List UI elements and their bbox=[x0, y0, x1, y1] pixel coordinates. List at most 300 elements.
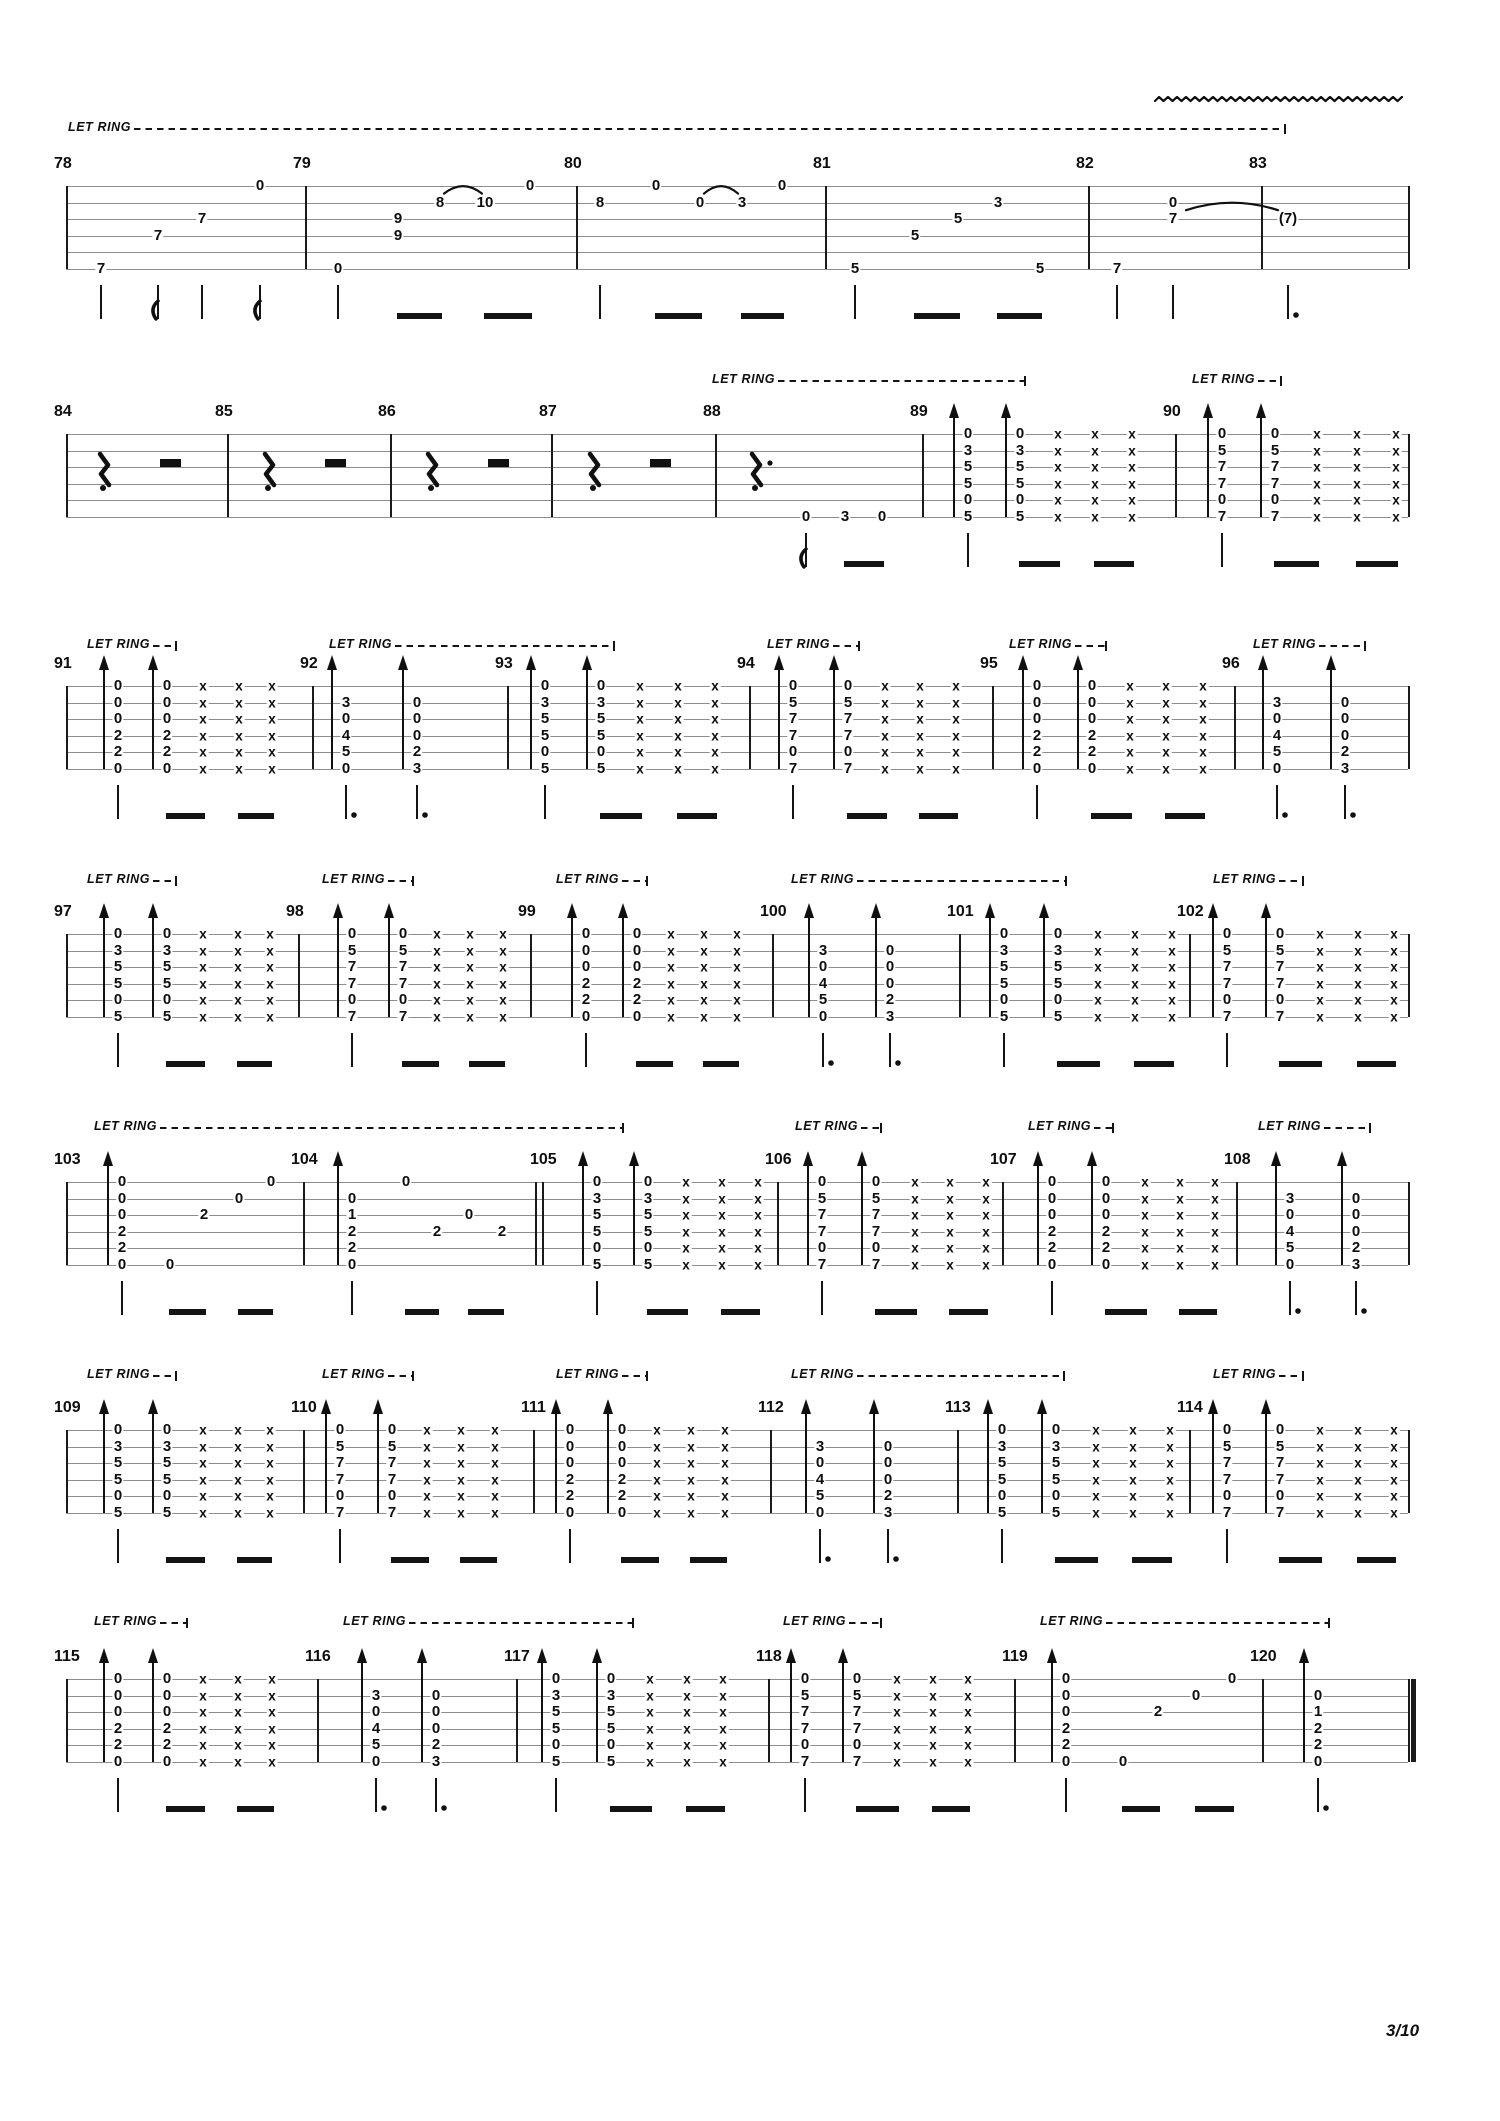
fret-number: 0 bbox=[999, 925, 1009, 943]
strum-arrow-head bbox=[1047, 1648, 1057, 1663]
fret-number: 5 bbox=[341, 743, 351, 761]
beam bbox=[847, 813, 887, 820]
strum-arrow-line bbox=[633, 1165, 635, 1265]
staff-line bbox=[66, 517, 1408, 518]
let-ring-label: LET RING bbox=[87, 1367, 151, 1381]
rhythm-dot bbox=[1350, 812, 1356, 818]
strum-arrow-line bbox=[337, 917, 339, 1017]
fret-number: 5 bbox=[551, 1753, 561, 1771]
fret-number: 0 bbox=[565, 1454, 575, 1472]
fret-number: 0 bbox=[800, 1670, 810, 1688]
muted-x-mark: x bbox=[268, 711, 276, 727]
muted-x-mark: x bbox=[466, 926, 474, 942]
muted-x-mark: x bbox=[964, 1737, 972, 1753]
muted-x-mark: x bbox=[1166, 1488, 1174, 1504]
rhythm-stem bbox=[337, 285, 339, 319]
muted-x-mark: x bbox=[700, 942, 708, 958]
rhythm-dot bbox=[1295, 1308, 1301, 1314]
muted-x-mark: x bbox=[683, 1754, 691, 1770]
half-rest bbox=[488, 459, 509, 467]
beam bbox=[237, 1061, 272, 1068]
muted-x-mark: x bbox=[1354, 1455, 1362, 1471]
rhythm-stem bbox=[117, 1033, 119, 1067]
fret-number: 7 bbox=[1275, 1470, 1285, 1488]
fret-number: 0 bbox=[117, 1256, 127, 1274]
beam bbox=[997, 313, 1042, 320]
fret-number: 0 bbox=[999, 991, 1009, 1009]
fret-number: 0 bbox=[162, 1670, 172, 1688]
strum-arrow-head bbox=[567, 903, 577, 918]
fret-number: 7 bbox=[335, 1454, 345, 1472]
barline bbox=[772, 934, 774, 1017]
fret-number: 2 bbox=[885, 991, 895, 1009]
fret-number: 2 bbox=[162, 726, 172, 744]
measure-number: 90 bbox=[1163, 403, 1181, 420]
fret-number: 2 bbox=[617, 1487, 627, 1505]
rhythm-stem bbox=[435, 1778, 437, 1812]
muted-x-mark: x bbox=[946, 1190, 954, 1206]
fret-number: 5 bbox=[113, 1008, 123, 1026]
muted-x-mark: x bbox=[674, 761, 682, 777]
fret-number: 7 bbox=[398, 974, 408, 992]
muted-x-mark: x bbox=[423, 1422, 431, 1438]
strum-arrow-head bbox=[592, 1648, 602, 1663]
muted-x-mark: x bbox=[1211, 1190, 1219, 1206]
fret-number: 7 bbox=[800, 1703, 810, 1721]
muted-x-mark: x bbox=[964, 1704, 972, 1720]
muted-x-mark: x bbox=[653, 1438, 661, 1454]
muted-x-mark: x bbox=[199, 1472, 207, 1488]
fret-number: 5 bbox=[818, 991, 828, 1009]
muted-x-mark: x bbox=[234, 1671, 242, 1687]
let-ring-end-tick bbox=[1112, 1123, 1114, 1133]
barline bbox=[1408, 934, 1410, 1017]
muted-x-mark: x bbox=[718, 1207, 726, 1223]
strum-arrow-line bbox=[808, 917, 810, 1017]
fret-number: 0 bbox=[113, 1670, 123, 1688]
strum-arrow-line bbox=[989, 917, 991, 1017]
muted-x-mark: x bbox=[433, 992, 441, 1008]
muted-x-mark: x bbox=[234, 926, 242, 942]
muted-x-mark: x bbox=[982, 1240, 990, 1256]
fret-number: 8 bbox=[595, 193, 605, 211]
beam bbox=[1057, 1061, 1100, 1068]
muted-x-mark: x bbox=[754, 1257, 762, 1273]
fret-number: 0 bbox=[1222, 1421, 1232, 1439]
fret-number: 3 bbox=[596, 693, 606, 711]
fret-number: 0 bbox=[1270, 425, 1280, 443]
fret-number: 0 bbox=[1168, 193, 1178, 211]
fret-number: 7 bbox=[1222, 1470, 1232, 1488]
muted-x-mark: x bbox=[733, 926, 741, 942]
fret-number: 5 bbox=[387, 1437, 397, 1455]
beam bbox=[1091, 813, 1132, 820]
muted-x-mark: x bbox=[718, 1190, 726, 1206]
barline bbox=[1002, 1182, 1004, 1265]
fret-number: 2 bbox=[347, 1222, 357, 1240]
fret-number: 7 bbox=[335, 1470, 345, 1488]
fret-number: 0 bbox=[592, 1173, 602, 1191]
fret-number: 5 bbox=[910, 226, 920, 244]
beam bbox=[1132, 1557, 1172, 1564]
muted-x-mark: x bbox=[1054, 492, 1062, 508]
fret-number: 7 bbox=[817, 1256, 827, 1274]
fret-number: 5 bbox=[1222, 1437, 1232, 1455]
fret-number: 7 bbox=[871, 1222, 881, 1240]
let-ring-dashes bbox=[622, 880, 646, 882]
strum-arrow-head bbox=[148, 655, 158, 670]
barline bbox=[1088, 186, 1090, 269]
fret-number: 7 bbox=[1222, 958, 1232, 976]
vibrato-squiggle bbox=[1155, 97, 1402, 101]
rhythm-stem bbox=[854, 285, 856, 319]
muted-x-mark: x bbox=[433, 926, 441, 942]
beam bbox=[1094, 561, 1134, 568]
muted-x-mark: x bbox=[1316, 1472, 1324, 1488]
let-ring-dashes bbox=[861, 1127, 880, 1129]
muted-x-mark: x bbox=[952, 761, 960, 777]
beam bbox=[1357, 1557, 1396, 1564]
muted-x-mark: x bbox=[1354, 1438, 1362, 1454]
muted-x-mark: x bbox=[266, 1455, 274, 1471]
fret-number: 0 bbox=[117, 1173, 127, 1191]
muted-x-mark: x bbox=[235, 678, 243, 694]
muted-x-mark: x bbox=[636, 744, 644, 760]
strum-arrow-head bbox=[1001, 403, 1011, 418]
fret-number: 2 bbox=[347, 1239, 357, 1257]
let-ring-end-tick bbox=[1302, 1371, 1304, 1381]
muted-x-mark: x bbox=[733, 992, 741, 1008]
strum-arrow-line bbox=[807, 1165, 809, 1265]
strum-arrow-head bbox=[148, 1399, 158, 1414]
fret-number: 2 bbox=[199, 1206, 209, 1224]
fret-number: 0 bbox=[113, 1421, 123, 1439]
fret-number: 0 bbox=[871, 1173, 881, 1191]
fret-number: 0 bbox=[162, 1703, 172, 1721]
muted-x-mark: x bbox=[700, 926, 708, 942]
rhythm-stem bbox=[100, 285, 102, 319]
strum-arrow-line bbox=[555, 1413, 557, 1513]
fret-number: 7 bbox=[1222, 1008, 1232, 1026]
rhythm-stem bbox=[1065, 1778, 1067, 1812]
muted-x-mark: x bbox=[1128, 442, 1136, 458]
muted-x-mark: x bbox=[946, 1174, 954, 1190]
quarter-rest bbox=[752, 454, 761, 485]
measure-number: 78 bbox=[54, 155, 72, 172]
fret-number: 5 bbox=[1275, 1437, 1285, 1455]
measure-number: 105 bbox=[530, 1151, 557, 1168]
fret-number: 0 bbox=[1340, 693, 1350, 711]
beam bbox=[166, 1557, 205, 1564]
measure-number: 101 bbox=[947, 903, 974, 920]
muted-x-mark: x bbox=[234, 1422, 242, 1438]
muted-x-mark: x bbox=[718, 1174, 726, 1190]
let-ring-label: LET RING bbox=[322, 1367, 386, 1381]
muted-x-mark: x bbox=[946, 1207, 954, 1223]
let-ring-label: LET RING bbox=[556, 872, 620, 886]
muted-x-mark: x bbox=[1353, 459, 1361, 475]
let-ring-dashes bbox=[409, 1622, 632, 1624]
muted-x-mark: x bbox=[733, 959, 741, 975]
muted-x-mark: x bbox=[653, 1422, 661, 1438]
muted-x-mark: x bbox=[674, 694, 682, 710]
fret-number: 0 bbox=[1087, 760, 1097, 778]
beam bbox=[636, 1061, 673, 1068]
fret-number: 0 bbox=[431, 1719, 441, 1737]
fret-number: 5 bbox=[162, 1470, 172, 1488]
muted-x-mark: x bbox=[466, 959, 474, 975]
muted-x-mark: x bbox=[653, 1455, 661, 1471]
barline bbox=[303, 1182, 305, 1265]
fret-number: 0 bbox=[1285, 1256, 1295, 1274]
fret-number: 2 bbox=[617, 1470, 627, 1488]
fret-number: 5 bbox=[540, 760, 550, 778]
muted-x-mark: x bbox=[268, 761, 276, 777]
muted-x-mark: x bbox=[234, 959, 242, 975]
barline bbox=[992, 686, 994, 769]
muted-x-mark: x bbox=[1390, 1472, 1398, 1488]
fret-number: 2 bbox=[632, 991, 642, 1009]
rhythm-stem bbox=[1226, 1033, 1228, 1067]
fret-number: 5 bbox=[113, 974, 123, 992]
rhythm-stem bbox=[1226, 1529, 1228, 1563]
muted-x-mark: x bbox=[234, 1754, 242, 1770]
muted-x-mark: x bbox=[1141, 1257, 1149, 1273]
fret-number: 3 bbox=[1015, 441, 1025, 459]
let-ring-end-tick bbox=[412, 1371, 414, 1381]
fret-number: 1 bbox=[1313, 1703, 1323, 1721]
fret-number: 5 bbox=[871, 1189, 881, 1207]
staff-line bbox=[66, 1215, 1408, 1216]
fret-number: 0 bbox=[113, 1686, 123, 1704]
muted-x-mark: x bbox=[1199, 694, 1207, 710]
muted-x-mark: x bbox=[235, 694, 243, 710]
let-ring-label: LET RING bbox=[1040, 1614, 1104, 1628]
muted-x-mark: x bbox=[1316, 1488, 1324, 1504]
fret-number: 0 bbox=[1217, 491, 1227, 509]
beam bbox=[919, 813, 958, 820]
let-ring-end-tick bbox=[622, 1123, 624, 1133]
beam bbox=[686, 1806, 725, 1813]
muted-x-mark: x bbox=[199, 728, 207, 744]
fret-number: 3 bbox=[162, 941, 172, 959]
fret-number: 0 bbox=[581, 958, 591, 976]
muted-x-mark: x bbox=[881, 744, 889, 760]
muted-x-mark: x bbox=[199, 1687, 207, 1703]
measure-number: 107 bbox=[990, 1151, 1017, 1168]
muted-x-mark: x bbox=[719, 1721, 727, 1737]
strum-arrow-head bbox=[1326, 655, 1336, 670]
fret-number: 0 bbox=[162, 710, 172, 728]
measure-number: 111 bbox=[521, 1399, 546, 1416]
rhythm-stem bbox=[804, 1778, 806, 1812]
muted-x-mark: x bbox=[1129, 1488, 1137, 1504]
fret-number: 0 bbox=[113, 1487, 123, 1505]
half-rest bbox=[650, 459, 671, 467]
muted-x-mark: x bbox=[1176, 1240, 1184, 1256]
fret-number: 0 bbox=[817, 1173, 827, 1191]
final-barline bbox=[1411, 1679, 1416, 1762]
muted-x-mark: x bbox=[1211, 1207, 1219, 1223]
muted-x-mark: x bbox=[682, 1190, 690, 1206]
muted-x-mark: x bbox=[719, 1704, 727, 1720]
muted-x-mark: x bbox=[964, 1754, 972, 1770]
muted-x-mark: x bbox=[1353, 442, 1361, 458]
muted-x-mark: x bbox=[1162, 728, 1170, 744]
rhythm-stem bbox=[375, 1778, 377, 1812]
fret-number: 4 bbox=[341, 726, 351, 744]
muted-x-mark: x bbox=[234, 1455, 242, 1471]
muted-x-mark: x bbox=[682, 1224, 690, 1240]
fret-number: 7 bbox=[871, 1206, 881, 1224]
muted-x-mark: x bbox=[499, 959, 507, 975]
fret-number: 0 bbox=[843, 677, 853, 695]
strum-arrow-head bbox=[148, 1648, 158, 1663]
muted-x-mark: x bbox=[982, 1257, 990, 1273]
strum-arrow-head bbox=[327, 655, 337, 670]
page-number: 3/10 bbox=[1386, 2021, 1420, 2040]
fret-number: 5 bbox=[643, 1222, 653, 1240]
beam bbox=[690, 1557, 727, 1564]
muted-x-mark: x bbox=[646, 1671, 654, 1687]
quarter-rest-hook bbox=[265, 485, 271, 491]
fret-number: 5 bbox=[999, 958, 1009, 976]
strum-arrow-head bbox=[373, 1399, 383, 1414]
muted-x-mark: x bbox=[667, 959, 675, 975]
muted-x-mark: x bbox=[636, 694, 644, 710]
strum-arrow-head bbox=[357, 1648, 367, 1663]
muted-x-mark: x bbox=[700, 992, 708, 1008]
fret-number: 0 bbox=[1101, 1189, 1111, 1207]
fret-number: 5 bbox=[398, 941, 408, 959]
let-ring-dashes bbox=[134, 128, 1284, 130]
fret-number: 0 bbox=[788, 743, 798, 761]
fret-number: 0 bbox=[540, 743, 550, 761]
let-ring-end-tick bbox=[646, 1371, 648, 1381]
strum-arrow-line bbox=[1043, 917, 1045, 1017]
fret-number: 0 bbox=[162, 1487, 172, 1505]
fret-number: 5 bbox=[113, 958, 123, 976]
barline bbox=[1236, 1182, 1238, 1265]
strum-arrow-line bbox=[1265, 1413, 1267, 1513]
fret-number: 3 bbox=[412, 760, 422, 778]
strum-arrow-line bbox=[530, 669, 532, 769]
fret-number: 5 bbox=[540, 710, 550, 728]
fret-number: 0 bbox=[1047, 1206, 1057, 1224]
strum-arrow-head bbox=[1033, 1151, 1043, 1166]
muted-x-mark: x bbox=[199, 1455, 207, 1471]
muted-x-mark: x bbox=[893, 1671, 901, 1687]
let-ring-dashes bbox=[153, 1375, 175, 1377]
fret-number: 0 bbox=[788, 677, 798, 695]
muted-x-mark: x bbox=[1054, 476, 1062, 492]
fret-number: 0 bbox=[632, 941, 642, 959]
measure-number: 118 bbox=[756, 1648, 782, 1665]
let-ring-dashes bbox=[857, 880, 1065, 882]
muted-x-mark: x bbox=[733, 1009, 741, 1025]
fret-number: 0 bbox=[1275, 1421, 1285, 1439]
fret-number: 0 bbox=[1047, 1256, 1057, 1274]
barline bbox=[1408, 686, 1410, 769]
muted-x-mark: x bbox=[1354, 992, 1362, 1008]
fret-number: 2 bbox=[1047, 1239, 1057, 1257]
muted-x-mark: x bbox=[982, 1224, 990, 1240]
muted-x-mark: x bbox=[1211, 1240, 1219, 1256]
beam bbox=[741, 313, 784, 320]
barline bbox=[66, 1182, 68, 1265]
fret-number: 0 bbox=[997, 1421, 1007, 1439]
muted-x-mark: x bbox=[1354, 976, 1362, 992]
muted-x-mark: x bbox=[682, 1240, 690, 1256]
fret-number: 7 bbox=[788, 726, 798, 744]
muted-x-mark: x bbox=[266, 926, 274, 942]
measure-number: 89 bbox=[910, 403, 928, 420]
muted-x-mark: x bbox=[1390, 1488, 1398, 1504]
muted-x-mark: x bbox=[683, 1704, 691, 1720]
fret-number: 0 bbox=[1061, 1686, 1071, 1704]
fret-number: 5 bbox=[162, 1454, 172, 1472]
barline bbox=[66, 686, 68, 769]
fret-number: 0 bbox=[1032, 677, 1042, 695]
fret-number: 0 bbox=[341, 760, 351, 778]
fret-number: 5 bbox=[1275, 941, 1285, 959]
muted-x-mark: x bbox=[1390, 1438, 1398, 1454]
muted-x-mark: x bbox=[646, 1737, 654, 1753]
fret-number: 0 bbox=[1272, 710, 1282, 728]
rest-dot bbox=[767, 460, 772, 465]
strum-arrow-line bbox=[582, 1165, 584, 1265]
muted-x-mark: x bbox=[234, 1721, 242, 1737]
muted-x-mark: x bbox=[199, 744, 207, 760]
fret-number: 0 bbox=[1222, 925, 1232, 943]
fret-number: 0 bbox=[551, 1670, 561, 1688]
muted-x-mark: x bbox=[952, 711, 960, 727]
let-ring-dashes bbox=[622, 1375, 646, 1377]
let-ring-label: LET RING bbox=[783, 1614, 847, 1628]
muted-x-mark: x bbox=[1390, 959, 1398, 975]
let-ring-label: LET RING bbox=[791, 872, 855, 886]
strum-arrow-line bbox=[107, 1165, 109, 1265]
muted-x-mark: x bbox=[711, 728, 719, 744]
rhythm-stem bbox=[805, 533, 807, 567]
muted-x-mark: x bbox=[499, 942, 507, 958]
muted-x-mark: x bbox=[268, 1687, 276, 1703]
barline bbox=[390, 434, 392, 517]
fret-number: 0 bbox=[551, 1736, 561, 1754]
strum-arrow-line bbox=[103, 669, 105, 769]
beam bbox=[402, 1061, 439, 1068]
strum-arrow-head bbox=[103, 1151, 113, 1166]
rhythm-stem bbox=[351, 1281, 353, 1315]
fret-number: 0 bbox=[347, 1189, 357, 1207]
fret-number: 4 bbox=[815, 1470, 825, 1488]
beam bbox=[166, 1061, 205, 1068]
muted-x-mark: x bbox=[687, 1472, 695, 1488]
muted-x-mark: x bbox=[721, 1438, 729, 1454]
fret-number: 7 bbox=[335, 1504, 345, 1522]
muted-x-mark: x bbox=[234, 1472, 242, 1488]
let-ring-end-tick bbox=[1063, 1371, 1065, 1381]
fret-number: 3 bbox=[993, 193, 1003, 211]
rhythm-dot bbox=[1282, 812, 1288, 818]
fret-number: 0 bbox=[565, 1421, 575, 1439]
let-ring-label: LET RING bbox=[767, 637, 831, 651]
muted-x-mark: x bbox=[1168, 976, 1176, 992]
muted-x-mark: x bbox=[1316, 926, 1324, 942]
fret-number: 7 bbox=[1168, 210, 1178, 228]
muted-x-mark: x bbox=[1168, 942, 1176, 958]
strum-arrow-head bbox=[603, 1399, 613, 1414]
